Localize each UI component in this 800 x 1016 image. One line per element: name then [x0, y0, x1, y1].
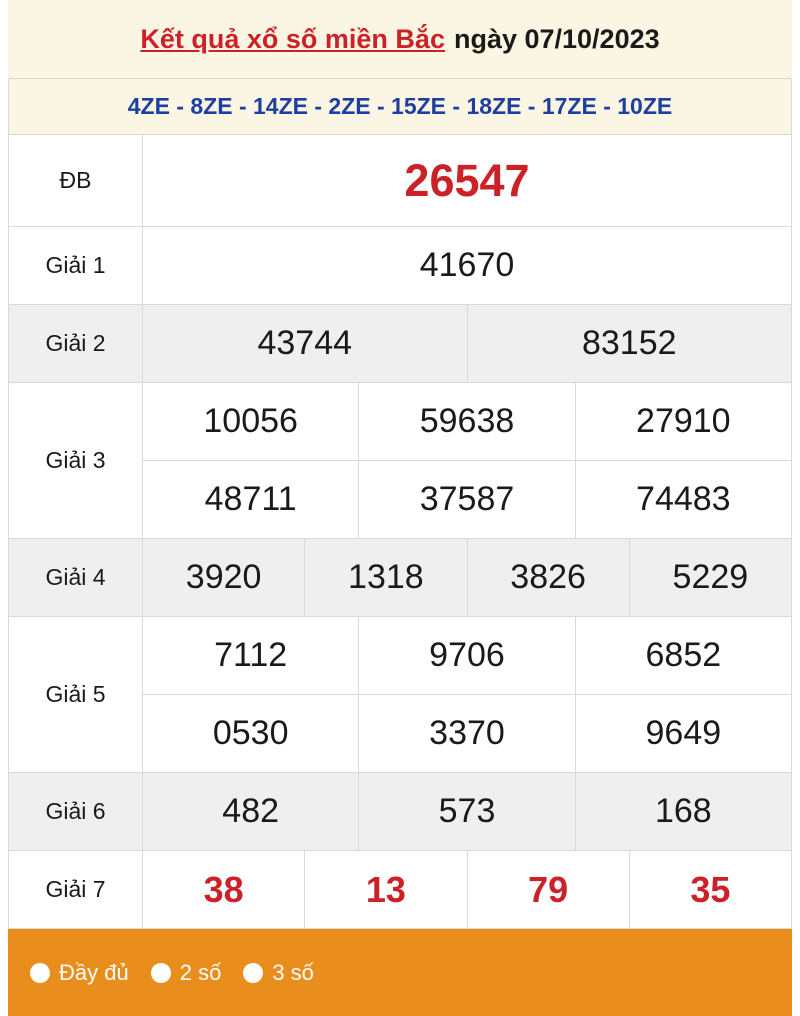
prize-number: 37587 — [359, 461, 575, 538]
value-line — [143, 773, 792, 850]
prize-label: Giải 3 — [9, 383, 143, 538]
option-label: 3 số — [272, 959, 314, 985]
page-title — [8, 0, 792, 78]
table-row — [9, 851, 792, 929]
prize-number: 41670 — [143, 227, 792, 304]
prize-number: 13 — [305, 851, 467, 928]
display-mode-bar — [8, 929, 792, 1016]
value-line — [143, 851, 792, 928]
option-2-digits[interactable] — [151, 960, 222, 986]
ticket-codes-row — [9, 79, 792, 135]
prize-number: 7112 — [143, 617, 359, 694]
prize-number: 83152 — [468, 305, 793, 382]
prize-label: Giải 2 — [9, 305, 143, 382]
table-row — [9, 383, 792, 539]
prize-number: 5229 — [630, 539, 792, 616]
prize-number: 38 — [143, 851, 305, 928]
prize-values — [143, 383, 792, 538]
prize-number: 3370 — [359, 695, 575, 772]
prize-values — [143, 227, 792, 304]
prize-label: Giải 1 — [9, 227, 143, 304]
prize-number: 59638 — [359, 383, 575, 460]
prize-number: 10056 — [143, 383, 359, 460]
page-title-date: ngày 07/10/2023 — [453, 23, 660, 54]
table-row — [9, 305, 792, 383]
prize-values — [143, 305, 792, 382]
prize-number: 48711 — [143, 461, 359, 538]
table-row — [9, 539, 792, 617]
prize-number: 1318 — [305, 539, 467, 616]
ticket-codes: 4ZE - 8ZE - 14ZE - 2ZE - 15ZE - 18ZE - 17ZE - 10ZE — [9, 79, 792, 134]
prize-number: 9706 — [359, 617, 575, 694]
prize-values — [143, 539, 792, 616]
prize-number: 573 — [359, 773, 575, 850]
prize-label: Giải 6 — [9, 773, 143, 850]
value-line — [143, 694, 792, 772]
prize-values — [143, 851, 792, 928]
prize-number: 3920 — [143, 539, 305, 616]
results-table — [8, 78, 792, 929]
value-line — [143, 135, 792, 226]
prize-number: 79 — [468, 851, 630, 928]
prize-label: Giải 5 — [9, 617, 143, 772]
table-row — [9, 135, 792, 227]
prize-number: 3826 — [468, 539, 630, 616]
prize-number: 74483 — [576, 461, 792, 538]
page-title-highlight: Kết quả xổ số miền Bắc — [140, 23, 445, 54]
prize-number: 43744 — [143, 305, 468, 382]
table-row — [9, 773, 792, 851]
radio-icon[interactable] — [243, 963, 263, 983]
prize-values — [143, 773, 792, 850]
option-3-digits[interactable] — [243, 960, 314, 986]
value-line — [143, 227, 792, 304]
value-line — [143, 539, 792, 616]
prize-number: 27910 — [576, 383, 792, 460]
prize-number: 26547 — [143, 135, 792, 226]
value-line — [143, 617, 792, 694]
radio-icon[interactable] — [30, 963, 50, 983]
prize-label: ĐB — [9, 135, 143, 226]
prize-number: 168 — [576, 773, 792, 850]
table-row — [9, 227, 792, 305]
option-full[interactable] — [30, 960, 129, 986]
value-line — [143, 460, 792, 538]
prize-values — [143, 617, 792, 772]
prize-number: 9649 — [576, 695, 792, 772]
prize-number: 35 — [630, 851, 792, 928]
value-line — [143, 305, 792, 382]
option-label: Đầy đủ — [59, 959, 129, 985]
table-row — [9, 617, 792, 773]
prize-number: 482 — [143, 773, 359, 850]
prize-values — [143, 135, 792, 226]
prize-number: 0530 — [143, 695, 359, 772]
prize-label: Giải 4 — [9, 539, 143, 616]
option-label: 2 số — [179, 959, 222, 985]
radio-icon[interactable] — [151, 963, 171, 983]
prize-number: 6852 — [576, 617, 792, 694]
prize-label: Giải 7 — [9, 851, 143, 928]
value-line — [143, 383, 792, 460]
